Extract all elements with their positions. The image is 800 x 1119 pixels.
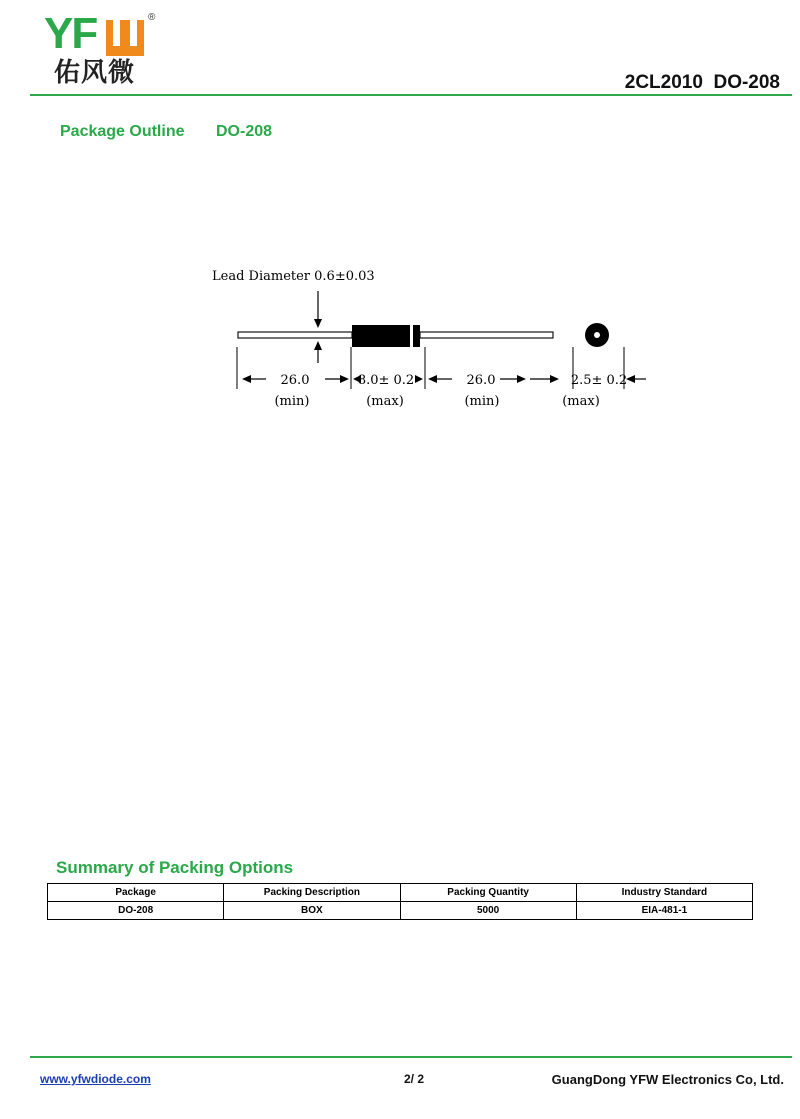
body-length: 8.0± 0.2 (357, 373, 415, 388)
table-cell: DO-208 (48, 902, 224, 920)
right-lead-length: 26.0 (466, 373, 496, 388)
left-lead (238, 332, 352, 338)
right-lead (420, 332, 553, 338)
column-header: Package (48, 884, 224, 902)
company-name: GuangDong YFW Electronics Co, Ltd. (551, 1072, 784, 1087)
page-number: 2/ 2 (404, 1072, 425, 1086)
logo-letters: YF (44, 9, 97, 58)
packing-options-table (47, 883, 753, 920)
website-link[interactable]: www.yfwdiode.com (40, 1072, 151, 1086)
table-cell: EIA-481-1 (576, 902, 752, 920)
company-logo (44, 10, 174, 90)
diode-body (352, 325, 420, 347)
left-lead-note: (min) (274, 394, 310, 409)
header-rule (30, 94, 792, 96)
end-view-lead (594, 332, 600, 338)
body-diameter: 2.5± 0.2 (570, 373, 628, 388)
table-row (48, 902, 753, 920)
left-lead-length: 26.0 (280, 373, 310, 388)
document-title: 2CL2010 DO-208 (624, 72, 780, 93)
logo-w-mark (106, 20, 144, 56)
cathode-band (410, 325, 413, 347)
table-cell: 5000 (400, 902, 576, 920)
lead-diameter-label: Lead Diameter 0.6±0.03 (212, 269, 375, 284)
column-header: Industry Standard (576, 884, 752, 902)
package-outline-heading: Package Outline (60, 123, 185, 140)
table-cell: BOX (224, 902, 400, 920)
packing-summary-heading: Summary of Packing Options (56, 858, 294, 877)
right-lead-note: (min) (464, 394, 500, 409)
column-header: Packing Quantity (400, 884, 576, 902)
registered-mark: ® (148, 12, 156, 23)
footer-rule (30, 1056, 792, 1058)
package-name: DO-208 (216, 123, 273, 140)
package-outline-drawing (200, 255, 660, 425)
body-diameter-note: (max) (562, 394, 600, 409)
table-header-row (48, 884, 753, 902)
column-header: Packing Description (224, 884, 400, 902)
body-length-note: (max) (366, 394, 404, 409)
logo-chinese-name: 佑风微 (54, 58, 136, 88)
